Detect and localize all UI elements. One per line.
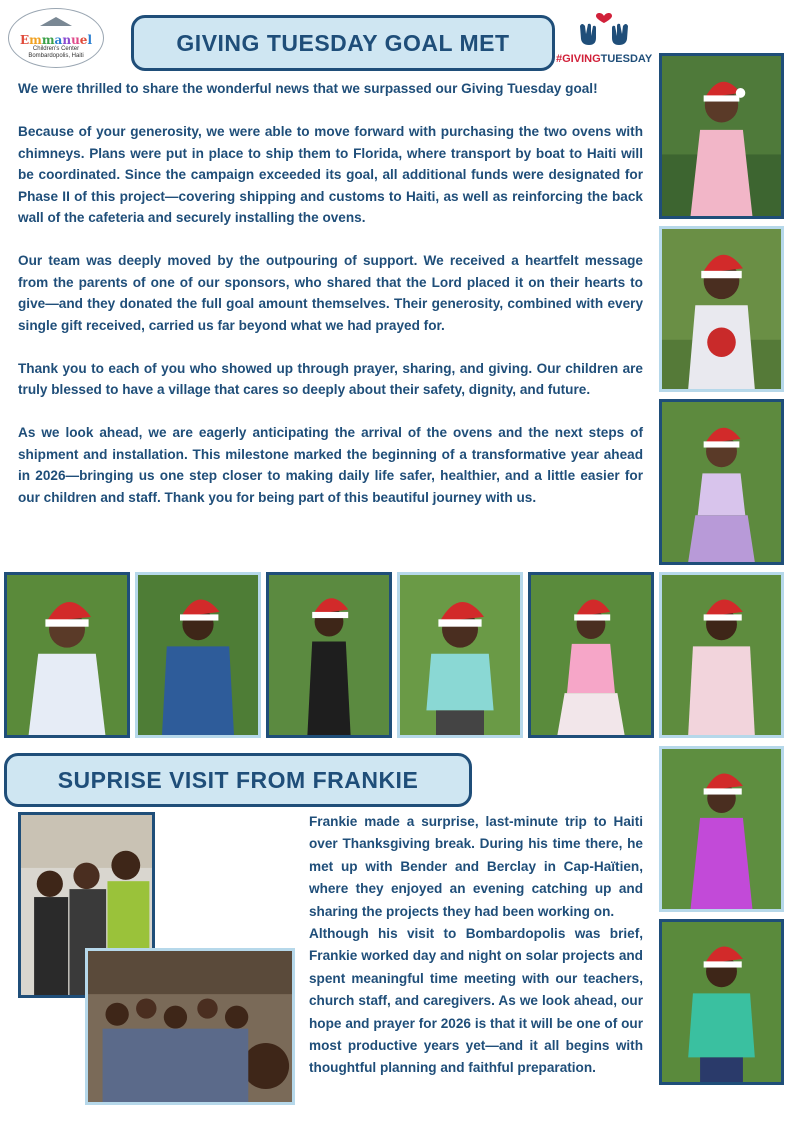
- house-icon: [36, 17, 76, 33]
- child-photo-row-6: [659, 572, 784, 738]
- two-hands-heart-icon: [576, 12, 632, 46]
- child-photo-row-2: [135, 572, 261, 738]
- child-photo-row-4: [397, 572, 523, 738]
- child-photo-right-4: [659, 746, 784, 912]
- paragraph-2: Because of your generosity, we were able to move forward with purchasing the two ovens with chimneys. Plans were put in place to ship them to Florida, where transport by boat to Haiti will be coordinated. Since the campaign exceeded its goal, all additional funds were designated for Phase II of this project—covering shipping and customs to Haiti, as well as reinforcing the back wall of the cafeteria and securely installing the ovens.: [18, 124, 643, 225]
- child-photo-right-1: [659, 53, 784, 219]
- child-photo-row-1: [4, 572, 130, 738]
- wordmark-suffix: TUESDAY: [600, 53, 653, 65]
- paragraph-4: Thank you to each of you who showed up through prayer, sharing, and giving. Our children are truly blessed to have a village that cares so deeply about their safety, dignity, and future.: [18, 360, 643, 397]
- logo-subtitle-1: Children's Center: [32, 45, 80, 52]
- article-giving-tuesday: [18, 78, 643, 508]
- paragraph-5: As we look ahead, we are eagerly anticipating the arrival of the ovens and the next steps of shipment and installation. This milestone marked the beginning of a transformative year ahead in 2026—bringing us one step closer to making daily life safer, healthier, and a little easier for our children and staff. Thank you for being part of this beautiful journey with us.: [18, 425, 643, 505]
- section-title: SUPRISE VISIT FROM FRANKIE: [57, 766, 419, 793]
- child-photo-right-3: [659, 399, 784, 565]
- frankie-paragraph-1: Frankie made a surprise, last-minute trip to Haiti over Thanksgiving break. During his time there, he met up with Bender and Berclay in Cap-Haïtien, where they enjoyed an evening catching up and sharing the projects they had been working on.: [309, 814, 643, 919]
- frankie-paragraph-2: Although his visit to Bombardopolis was brief, Frankie worked day and night on solar projects and spent meaningful time meeting with our teachers, church staff, and caregivers. As we look ahead, our hope and prayer for 2026 is that it will be one of our most productive years yet—and it all begins with thoughtful planning and faithful preparation.: [309, 926, 643, 1076]
- wordmark-prefix: #GIVING: [556, 53, 601, 65]
- page-title: GIVING TUESDAY GOAL MET: [176, 29, 510, 56]
- giving-tuesday-wordmark: [556, 53, 652, 65]
- logo-name: Emmanuel: [19, 32, 92, 47]
- child-photo-row-3: [266, 572, 392, 738]
- child-photo-right-2: [659, 226, 784, 392]
- emmanuel-logo: [8, 8, 104, 68]
- paragraph-3: Our team was deeply moved by the outpouring of support. We received a heartfelt message from the parents of one of our sponsors, who shared that the Lord placed it on their hearts to give—and they donated the full goal amount themselves. Their generosity, combined with every single gift received, carried us far beyond what we had prayed for.: [18, 253, 643, 333]
- children-group-selfie: [85, 948, 295, 1105]
- child-photo-row-5: [528, 572, 654, 738]
- child-photo-right-5: [659, 919, 784, 1085]
- title-banner-giving-tuesday: [131, 15, 555, 71]
- giving-tuesday-logo: [556, 12, 652, 66]
- paragraph-1: We were thrilled to share the wonderful news that we surpassed our Giving Tuesday goal!: [18, 81, 598, 96]
- title-banner-frankie: [4, 753, 472, 807]
- article-frankie-visit: [309, 811, 643, 1080]
- logo-subtitle-2: Bombardopolis, Haiti: [28, 52, 84, 59]
